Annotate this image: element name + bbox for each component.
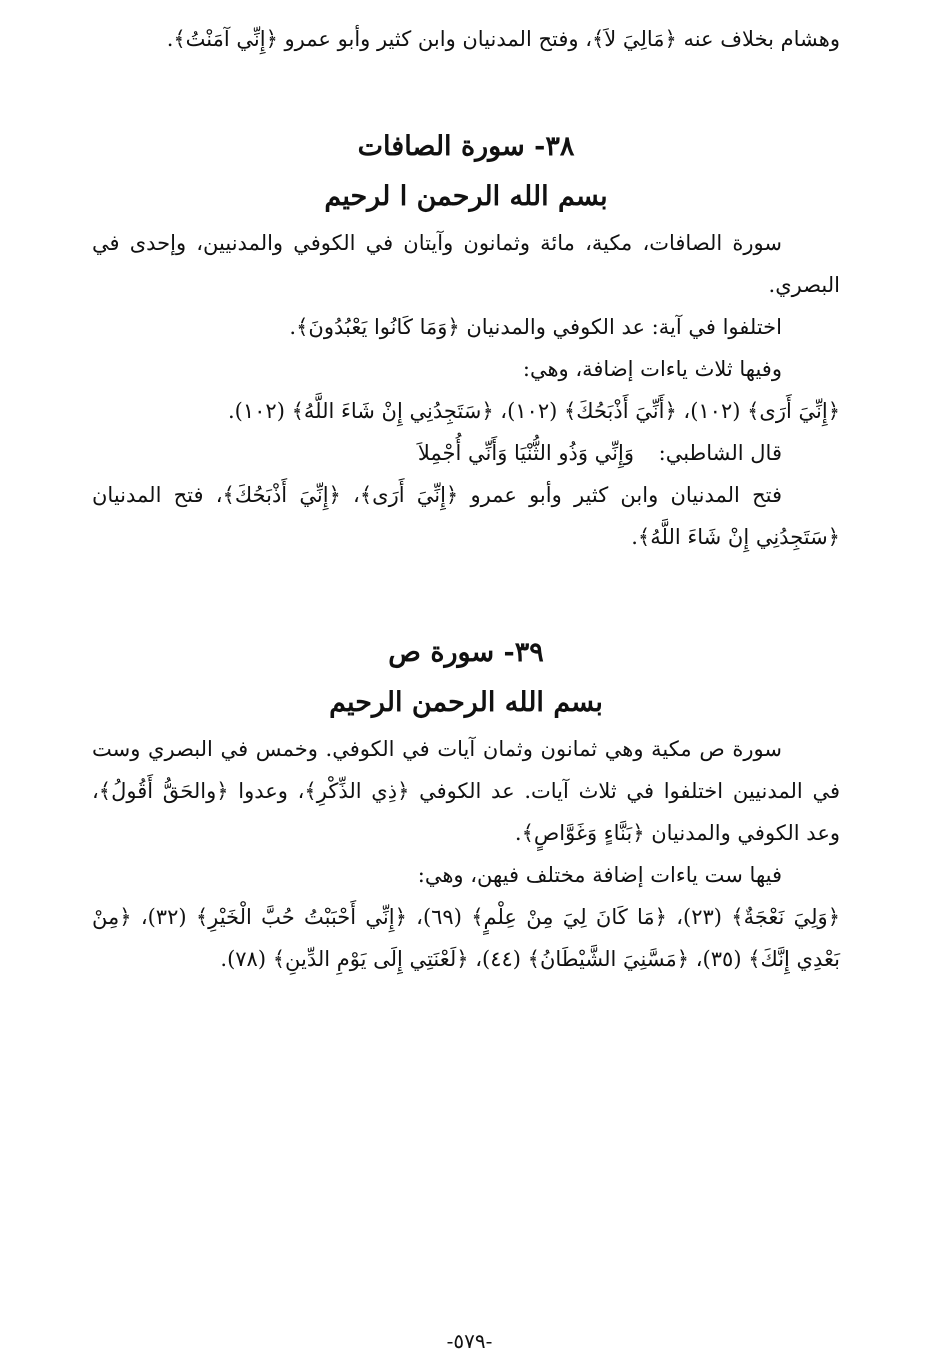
section-38-yaat-list: ﴿إِنِّيَ أَرَى﴾ (١٠٢)، ﴿أَنِّيَ أَذْبَحُكَ﴾ (١٠٢)، ﴿سَتَجِدُنِي إِنْ شَاءَ اللَّهُ﴾ (١٠٢).	[227, 399, 840, 423]
section-39-intro: سورة ص مكية وهي ثمانون وثمان آيات في الكوفي. وخمس في البصري وست في المدنيين اختلفوا في ثلاث آيات. عد الكوفي ﴿ذِي الذِّكْرِ﴾، وعدوا ﴿والحَقُّ أَقُولُ﴾، وعد الكوفي والمدنيان ﴿بَنَّاءٍ وَغَوَّاصٍ﴾.	[92, 737, 840, 845]
section-39-title: ٣٩- سورة ص	[388, 637, 544, 668]
shatibi-verse	[92, 432, 840, 474]
section-38-fath: فتح المدنيان وابن كثير وأبو عمرو ﴿إِنِّيَ أَرَى﴾، ﴿إِنِّيَ أَذْبَحُكَ﴾، فتح المدنيان ﴿سَتَجِدُنِي إِنْ شَاءَ اللَّهُ﴾.	[92, 483, 840, 549]
page-body	[92, 18, 840, 980]
section-38-yaat-intro: وفيها ثلاث ياءات إضافة، وهي:	[522, 357, 782, 381]
section-38-basmala: بسم الله الرحمن ا لرحيم	[324, 181, 608, 212]
shatibi-line: وَإِنِّي وَذُو الثُّنْيَا وَأَنِّي أُجْمِلاَ	[417, 441, 634, 465]
section-39-yaat-intro: فيها ست ياءات إضافة مختلف فيهن، وهي:	[417, 863, 782, 887]
section-39-basmala: بسم الله الرحمن الرحيم	[329, 687, 603, 718]
section-38-difference: اختلفوا في آية: عد الكوفي والمدنيان ﴿وَمَا كَانُوا يَعْبُدُونَ﴾.	[289, 315, 782, 339]
page-number: -٥٧٩-	[446, 1329, 493, 1353]
section-39	[92, 628, 840, 980]
section-38-intro: سورة الصافات، مكية، مائة وثمانون وآيتان في الكوفي والمدنيين، وإحدى في البصري.	[92, 231, 840, 297]
section-38-title: ٣٨- سورة الصافات	[357, 131, 575, 162]
carryover-paragraph: وهشام بخلاف عنه ﴿مَالِيَ لاَ﴾، وفتح المدنيان وابن كثير وأبو عمرو ﴿إِنِّي آمَنْتُ﴾.	[166, 27, 840, 51]
shatibi-label: قال الشاطبي:	[658, 441, 782, 465]
section-38	[92, 122, 840, 558]
section-39-yaat-list: ﴿وَلِيَ نَعْجَةٌ﴾ (٢٣)، ﴿مَا كَانَ لِيَ مِنْ عِلْمٍ﴾ (٦٩)، ﴿إِنِّي أَحْبَبْتُ حُبَّ الْخَيْرِ﴾ (٣٢)، ﴿مِنْ بَعْدِي إِنَّكَ﴾ (٣٥)، ﴿مَسَّنِيَ الشَّيْطَانُ﴾ (٤٤)، ﴿لَعْنَتِي إِلَى يَوْمِ الدِّينِ﴾ (٧٨).	[92, 905, 840, 971]
